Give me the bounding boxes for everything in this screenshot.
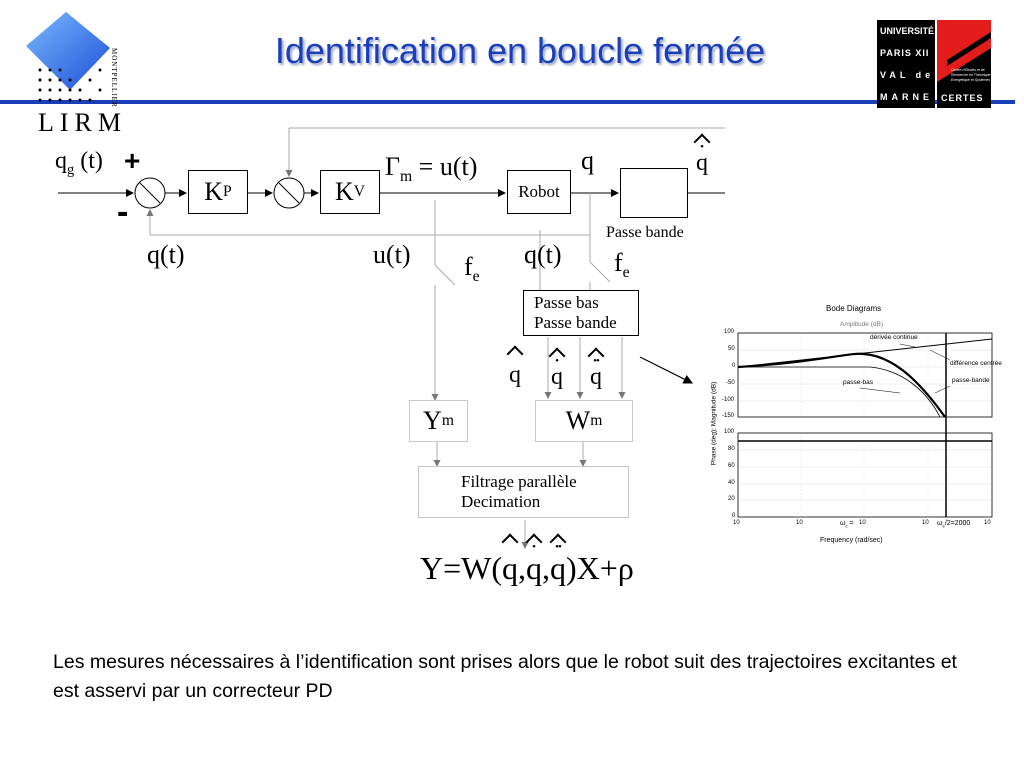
- univ-line4: MARNE: [880, 92, 933, 102]
- fe-label-1: $f_e$: [464, 252, 480, 286]
- amp-tick: 100: [724, 329, 735, 335]
- qdot-hat-label: q •: [696, 150, 708, 177]
- kv-label: K: [334, 177, 354, 206]
- gamma-label: $\Gamma_m = u(t)$: [385, 152, 478, 186]
- minus-sign: -: [117, 193, 129, 231]
- passe-bande-label: Passe bande: [606, 224, 684, 241]
- amp-tick: -150: [722, 413, 735, 419]
- equation: Y=W(q,q •,q ••)X+ρ: [420, 550, 634, 587]
- kv-block: [320, 170, 380, 214]
- decimation-label: Decimation: [461, 492, 541, 511]
- univ-line1: UNIVERSITÉ: [880, 26, 935, 36]
- amp-tick: 0: [732, 363, 736, 369]
- qg-label: $q_g$ (t): [55, 148, 103, 178]
- bode-passe-bande: passe-bande: [952, 377, 990, 384]
- phase-tick: 40: [728, 480, 735, 486]
- qdd-hat-label: q ••: [590, 364, 602, 391]
- amp-tick: -100: [722, 397, 735, 403]
- q-out-label: q: [581, 146, 594, 175]
- univ-small-text: Centre d'Etudes et de Recherche en Thermique Energétique et Systèmes: [951, 68, 991, 82]
- bode-ylabel: Phase (deg); Magnitude (dB): [710, 381, 718, 466]
- lirm-side-text: MONTPELLIER: [110, 48, 118, 108]
- bode-derivee: dérivée continue: [870, 334, 918, 341]
- filtrage-block: [418, 466, 629, 518]
- bode-figure: [700, 300, 1010, 555]
- kp-sub: P: [223, 183, 232, 200]
- amp-tick: -50: [726, 380, 735, 386]
- x-tick: 10: [922, 520, 929, 526]
- caption-text: Les mesures nécessaires à l’identification sont prises alors que le robot suit des trajectoires excitantes et est asservi par un correcteur PD: [53, 651, 957, 702]
- q-t-left-label: q(t): [147, 240, 185, 269]
- bode-amp-label: Amplitude (dB): [840, 321, 883, 328]
- bode-wc: $\omega_c$ =: [840, 520, 854, 529]
- robot-label: Robot: [518, 182, 560, 201]
- kp-label: K: [204, 177, 224, 206]
- bode-plot: [700, 300, 1010, 555]
- plus-sign: +: [124, 145, 141, 176]
- passe-bas-label: Passe bas: [534, 293, 599, 312]
- x-tick: 10: [796, 520, 803, 526]
- univ-line3: VAL de: [880, 70, 935, 80]
- bode-xlabel: Frequency (rad/sec): [820, 537, 883, 544]
- bode-we: $\omega_e/2=2000$: [937, 520, 971, 529]
- univ-certes: CERTES: [941, 93, 984, 103]
- passe-bande2-label: Passe bande: [534, 313, 617, 332]
- page-title: Identification en boucle fermée: [274, 30, 766, 71]
- amp-tick: 50: [728, 346, 735, 352]
- q-hat-label: q: [509, 362, 521, 388]
- phase-tick: 100: [724, 429, 735, 435]
- q-t-mid-label: q(t): [524, 240, 562, 269]
- u-t-label: u(t): [373, 240, 411, 269]
- lirm-text: LIRM: [38, 108, 127, 137]
- phase-tick: 80: [728, 446, 735, 452]
- x-tick: 10: [733, 520, 740, 526]
- univ-line2: PARIS XII: [880, 48, 930, 58]
- filtrage-label: Filtrage parallèle: [461, 472, 577, 491]
- kp-block: [188, 170, 248, 214]
- passe-bande-block: [620, 168, 688, 218]
- fe-label-2: $f_e$: [614, 248, 630, 282]
- qd-hat-label: q •: [551, 364, 563, 391]
- ym-block: Y m: [409, 400, 468, 442]
- phase-tick: 20: [728, 496, 735, 502]
- bode-passe-bas: passe-bas: [843, 379, 873, 386]
- phase-tick: 60: [728, 463, 735, 469]
- x-tick: 10: [859, 520, 866, 526]
- wm-block: W m: [535, 400, 633, 442]
- phase-tick: 0: [732, 513, 736, 519]
- filter-block: [523, 290, 639, 336]
- x-tick: 10: [984, 520, 991, 526]
- bode-diff: différence centrée: [950, 360, 1002, 367]
- bode-title: Bode Diagrams: [826, 304, 882, 313]
- robot-block: [507, 170, 571, 214]
- kv-sub: V: [353, 183, 366, 200]
